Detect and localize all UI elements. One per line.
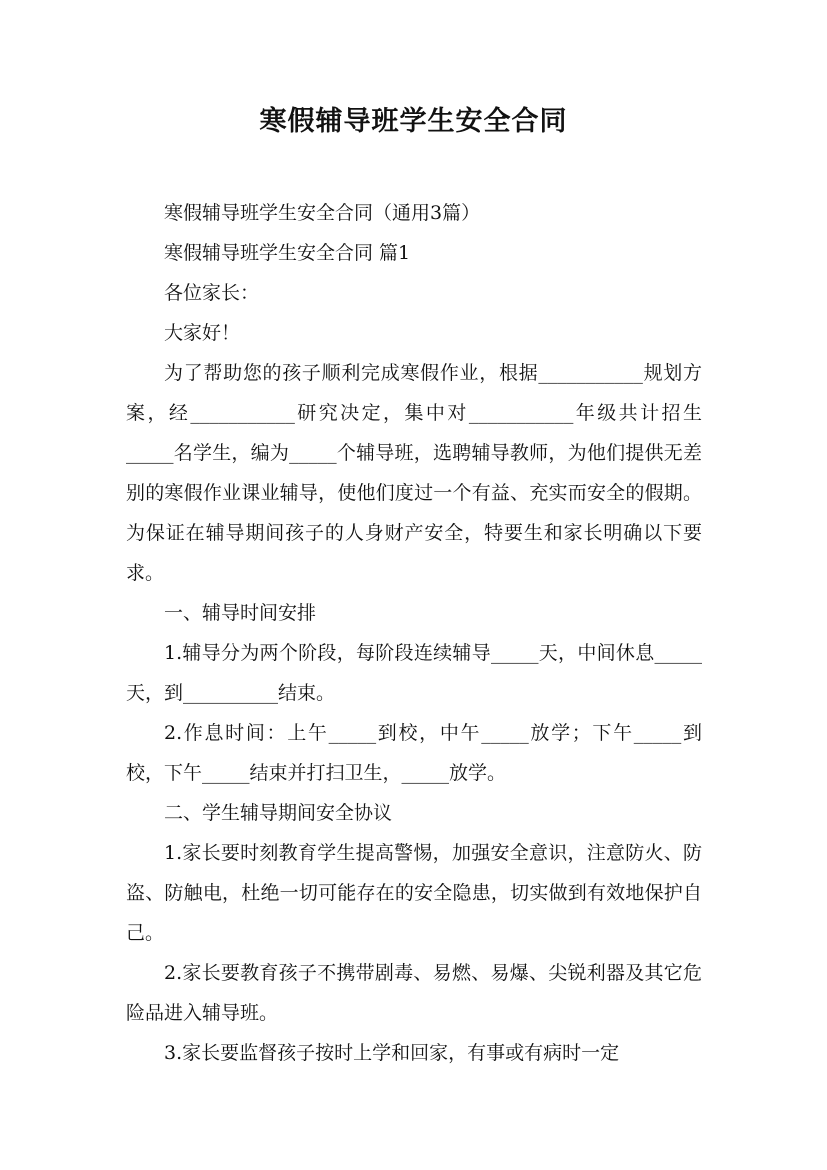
heading-safety-agreement: 二、学生辅导期间安全协议 [164,802,393,824]
safety-item-2: 2.家长要教育孩子不携带剧毒、易燃、易爆、尖锐利器及其它危险品进入辅导班。 [126,962,702,1024]
safety-item-3: 3.家长要监督孩子按时上学和回家，有事或有病时一定 [164,1042,620,1064]
safety-item-1: 1.家长要时刻教育学生提高警惕，加强安全意识，注意防火、防盗、防触电，杜绝一切可能存在的安全隐患，切实做到有效地保护自己。 [126,842,702,944]
section-heading: 寒假辅导班学生安全合同 篇1 [164,242,411,264]
schedule-item-2: 2.作息时间：上午_____到校，中午_____放学；下午_____到校，下午_____结束并打扫卫生，_____放学。 [126,722,702,784]
salutation: 各位家长： [164,282,260,304]
schedule-item-1: 1.辅导分为两个阶段，每阶段连续辅导_____天，中间休息_____天，到__________结束。 [126,642,702,704]
subtitle-line: 寒假辅导班学生安全合同（通用3篇） [164,202,481,224]
intro-paragraph: 为了帮助您的孩子顺利完成寒假作业，根据___________规划方案，经___________研究决定，集中对___________年级共计招生_____名学生，编为_____个辅导班，选聘辅导教师，为他们提供无差别的寒假作业课业辅导，使他们度过一个有益、充实而安全的假期。为保证在辅导期间孩子的人身财产安全，特要生和家长明确以下要求。 [126,362,702,584]
heading-schedule: 一、辅导时间安排 [164,602,317,624]
document-title: 寒假辅导班学生安全合同 [259,106,568,137]
document-body [126,193,702,1073]
greeting: 大家好！ [164,322,241,344]
